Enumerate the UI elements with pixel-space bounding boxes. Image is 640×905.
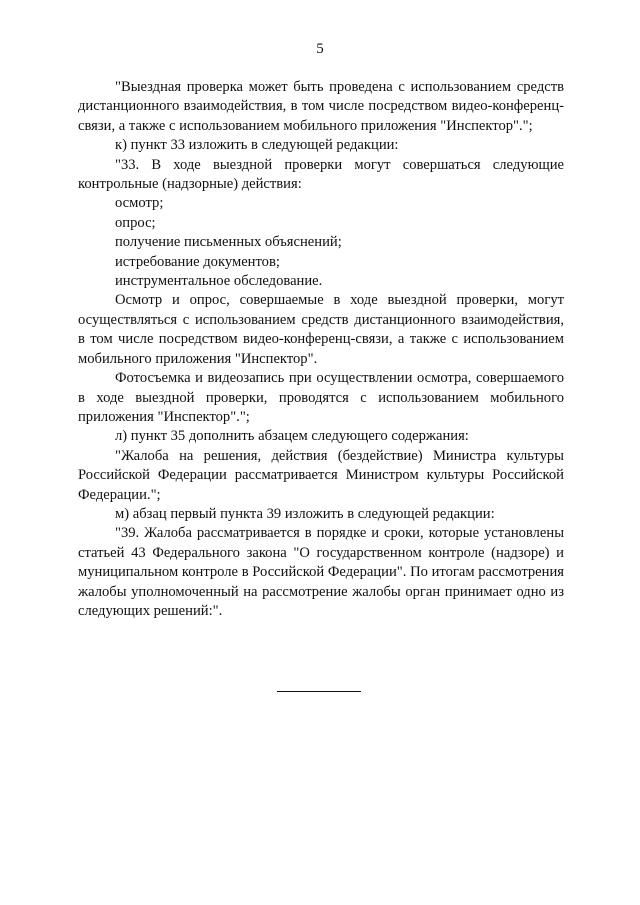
list-item-survey: опрос; bbox=[115, 214, 156, 231]
paragraph-item-k: к) пункт 33 изложить в следующей редакции: bbox=[115, 137, 399, 154]
paragraph-inspection-remote: "Выездная проверка может быть проведена с использованием средств дистанционного взаимодействия, в том числе посредством видео-конференц-связи, а также с использованием мобильного приложения "Инспектор"."; bbox=[78, 79, 564, 134]
paragraph-point-33: "33. В ходе выездной проверки могут совершаться следующие контрольные (надзорные) действия: bbox=[78, 156, 564, 193]
list-item-document-request: истребование документов; bbox=[115, 253, 280, 270]
page-number: 5 bbox=[316, 41, 324, 57]
footer-separator-line bbox=[277, 691, 361, 692]
paragraph-item-m: м) абзац первый пункта 39 изложить в следующей редакции: bbox=[115, 505, 495, 522]
paragraph-inspection-survey-remote: Осмотр и опрос, совершаемые в ходе выездной проверки, могут осуществляться с использованием средств дистанционного взаимодействия, в том числе посредством видео-конференц-связи, а также с использованием мобильного приложения "Инспектор". bbox=[78, 292, 564, 367]
paragraph-photo-video: Фотосъемка и видеозапись при осуществлении осмотра, совершаемого в ходе выездной проверки, проводятся с использованием мобильного приложения "Инспектор"."; bbox=[78, 370, 564, 425]
paragraph-point-39: "39. Жалоба рассматривается в порядке и сроки, которые установлены статьей 43 Федерального закона "О государственном контроле (надзоре) и муниципальном контроле в Российской Федерации". По итогам рассмотрения жалобы уполномоченный на рассмотрение жалобы орган принимает одно из следующих решений:". bbox=[78, 525, 564, 619]
list-item-instrumental-survey: инструментальное обследование. bbox=[115, 273, 323, 290]
list-item-written-explanations: получение письменных объяснений; bbox=[115, 234, 342, 251]
paragraph-complaint-minister: "Жалоба на решения, действия (бездействие) Министра культуры Российской Федерации рассматривается Министром культуры Российской Федерации."; bbox=[78, 447, 564, 503]
paragraph-item-l: л) пункт 35 дополнить абзацем следующего содержания: bbox=[115, 428, 469, 445]
list-item-inspection: осмотр; bbox=[115, 195, 164, 212]
document-body bbox=[78, 78, 564, 621]
